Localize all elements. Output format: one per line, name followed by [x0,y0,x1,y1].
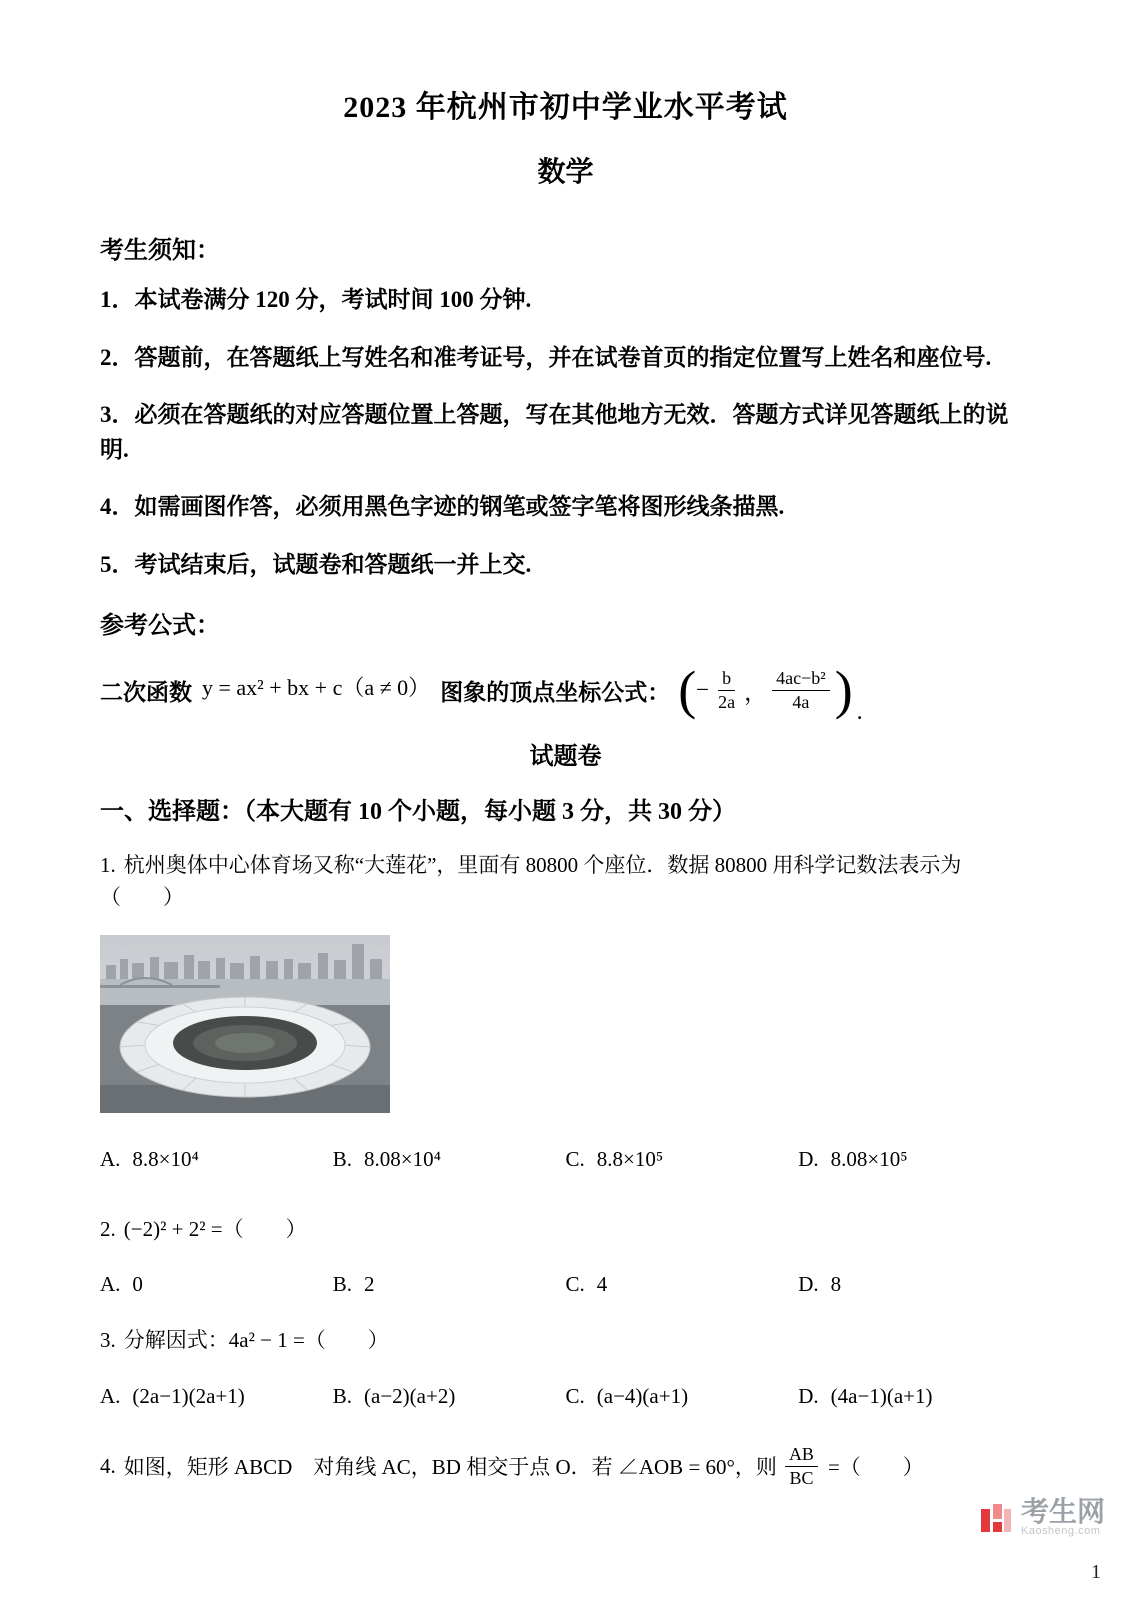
quadratic-function: y = ax² + bx + c（a ≠ 0） [202,674,431,700]
fraction-denominator: BC [789,1467,814,1488]
page-number: 1 [1091,1561,1101,1583]
notice-item: 3．必须在答题纸的对应答题位置上答题，写在其他地方无效．答题方式详见答题纸上的说明. [100,402,1009,462]
question-text: (−2)² + 2² =（ ） [123,1217,307,1241]
option-c: C. (a−4)(a+1) [565,1384,689,1408]
option-c: C. 4 [565,1271,608,1296]
stadium-illustration [100,935,390,1113]
notice-item: 1．本试卷满分 120 分，考试时间 100 分钟. [100,287,532,312]
question-number: 3. [100,1327,116,1352]
question-3 [100,1325,1031,1357]
option-d: D. (4a−1)(a+1) [798,1384,933,1408]
question-4 [100,1443,1031,1489]
subject-title: 数学 [537,157,594,188]
open-paren: ( [678,659,697,720]
notice-item: 2．答题前，在答题纸上写姓名和准考证号，并在试卷首页的指定位置写上姓名和座位号. [100,344,992,370]
option-b: B. (a−2)(a+2) [332,1384,456,1408]
fraction-denominator: 2a [718,691,736,712]
notice-heading: 考生须知： [100,238,220,264]
close-paren: ) [834,659,853,720]
notice-item: 4．如需画图作答，必须用黑色字迹的钢笔或签字笔将图形线条描黑. [100,494,785,519]
option-a: A. 8.8×10⁴ [100,1147,199,1171]
option-d: D. 8 [798,1271,842,1296]
formula-mid: 图象的顶点坐标公式： [440,679,671,705]
fraction-denominator: 4a [792,691,810,712]
option-c: C. 8.8×10⁵ [565,1147,664,1171]
question-number: 1. [100,853,116,877]
part1-title: 一、选择题：（本大题有 10 个小题，每小题 3 分，共 30 分） [100,799,736,825]
page-title: 2023 年杭州市初中学业水平考试 [343,91,788,124]
option-b: B. 8.08×10⁴ [332,1147,441,1171]
comma: ， [744,679,768,705]
watermark-text [1021,1497,1105,1538]
question-2-options [100,1272,1031,1297]
minus-sign: − [696,677,710,702]
question-1-options [100,1147,1031,1172]
period: . [856,699,863,725]
watermark-domain: Kaosheng.com [1020,1525,1101,1538]
vertex-formula-line [100,654,1031,726]
formula-lead: 二次函数 [100,679,192,705]
question-text: =（ ） [827,1455,924,1479]
option-a: A. (2a−1)(2a+1) [100,1384,245,1408]
formula-heading: 参考公式： [100,613,220,639]
question-3-options [100,1384,1031,1409]
question-text: 分解因式：4a² − 1 =（ ） [123,1327,389,1352]
question-1 [100,850,1031,913]
kaosheng-logo-icon [979,1502,1013,1534]
stadium-photo [100,935,390,1113]
option-b: B. 2 [332,1271,375,1296]
fraction-numerator: AB [785,1443,818,1467]
fraction-4ac-b2-over-4a [772,667,830,713]
fraction-numerator: 4ac−b² [772,667,830,691]
option-d: D. 8.08×10⁵ [798,1147,908,1171]
question-number: 2. [100,1217,116,1241]
fraction-numerator: b [718,667,735,691]
question-2 [100,1214,1031,1246]
question-number: 4. [100,1453,116,1478]
section-title: 试题卷 [529,744,602,770]
option-a: A. 0 [100,1271,143,1296]
question-text: 杭州奥体中心体育场又称“大莲花”，里面有 80800 个座位．数据 80800 用科学记数法表示为（ ） [100,853,962,909]
notice-item: 5．考试结束后，试题卷和答题纸一并上交. [100,551,532,577]
fraction-ab-over-bc [785,1443,818,1489]
question-text: 如图，矩形 ABCD 对角线 AC，BD 相交于点 O．若 ∠AOB = 60°，则 [123,1455,777,1479]
watermark [979,1497,1105,1538]
fraction-b-over-2a [714,667,739,713]
watermark-name: 考生网 [1020,1496,1105,1528]
